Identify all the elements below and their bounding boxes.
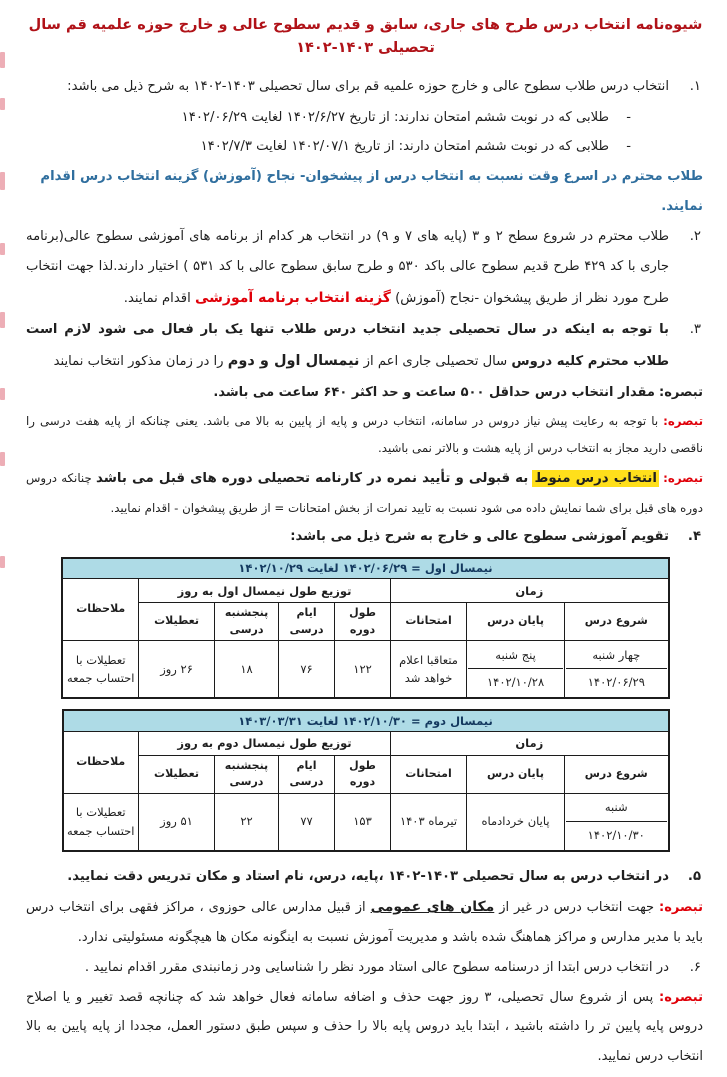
semester-emphasis: نیمسال اول و دوم: [227, 352, 360, 369]
note-text: با توجه به رعایت پیش نیاز دروس در سامانه، انتخاب درس و پایه از پایین به بالا می باشد. یعنی چنانکه از پایه هفت درسی را ناقصی دارید مجاز به انتخاب درس از پایه هشت و بالاتر نمی باشید.: [26, 413, 703, 456]
list-item-4: [26, 522, 705, 552]
group-header-time: زمان: [391, 731, 669, 755]
item-text: در انتخاب درس ابتدا از درسنامه سطوح عالی استاد مورد نظر را شناسایی ودر زمانبندی مقرر اقدام نمایید .: [84, 959, 669, 975]
scan-artifact: [0, 52, 5, 68]
column-header-notes: ملاحظات: [63, 731, 139, 793]
cell-exams: متعاقبا اعلام خواهد شد: [391, 641, 467, 699]
column-header-start: شروع درس: [565, 603, 669, 641]
column-header-length: طول دوره: [335, 603, 391, 641]
start-day: شنبه: [566, 795, 667, 822]
cell-end: پایان خردادماه: [467, 793, 565, 851]
column-header-length: طول دوره: [335, 755, 391, 793]
scan-artifact: [0, 98, 5, 110]
cell-length: ۱۲۲: [335, 641, 391, 699]
scan-artifact: [0, 243, 5, 255]
column-header-exams: امتحانات: [391, 603, 467, 641]
scan-artifact: [0, 388, 5, 400]
cell-exams: تیرماه ۱۴۰۳: [391, 793, 467, 851]
table-caption: نیمسال اول = ۱۴۰۲/۰۶/۲۹ لغایت ۱۴۰۲/۱۰/۲۹: [62, 558, 668, 579]
highlight-red-option: گزینه انتخاب برنامه آموزشی: [194, 290, 391, 307]
calendar-table-semester-2: [62, 709, 670, 852]
group-header-distribution: توزیع طول نیمسال اول به روز: [139, 579, 391, 603]
scan-artifact: [0, 452, 5, 466]
list-item-5: [26, 862, 705, 892]
underlined-public-places: مکان های عمومی: [370, 898, 495, 915]
note-label-red: تبصره:: [663, 413, 704, 428]
item-text: را در زمان مذکور انتخاب نمایند: [53, 353, 224, 369]
cell-holidays: ۲۶ روز: [139, 641, 215, 699]
note-text: جهت انتخاب درس در غیر از: [499, 899, 655, 915]
note-label: تبصره:: [659, 385, 703, 401]
column-header-exams: امتحانات: [391, 755, 467, 793]
cell-start: [565, 793, 669, 851]
start-date: ۱۴۰۲/۱۰/۳۰: [587, 827, 645, 842]
bullet-with-exam: [26, 132, 705, 162]
table-row: [63, 793, 669, 851]
document-title: شیوه‌نامه انتخاب درس طرح های جاری، سابق و قدیم سطوح عالی و خارج حوزه علمیه قم سال تحصیلی ۱۴۰۳-۱۴۰۲: [28, 17, 703, 57]
note-add-drop: [26, 983, 705, 1071]
bullet-text: طلابی که در نوبت ششم امتحان ندارند: از تاریخ ۱۴۰۲/۶/۲۷ لغایت ۱۴۰۲/۰۶/۲۹: [181, 109, 609, 125]
item-text: سال تحصیلی جاری اعم از: [363, 353, 508, 369]
group-header-time: زمان: [391, 579, 669, 603]
end-date: ۱۴۰۲/۱۰/۲۸: [486, 675, 545, 690]
note-label-red: تبصره:: [663, 471, 704, 486]
list-item-6: [26, 953, 705, 983]
note-text-bold: به قبولی و تأیید نمره در کارنامه تحصیلی دوره های قبل می باشد: [95, 471, 529, 487]
column-header-start: شروع درس: [565, 755, 669, 793]
list-item-2: [26, 222, 705, 315]
cell-end: [467, 641, 565, 699]
item-text: اقدام نمایند.: [123, 291, 191, 307]
calendar-table-semester-1: [61, 557, 669, 700]
column-header-class-days: ایام درسی: [279, 755, 335, 793]
cell-notes: تعطیلات با احتساب جمعه: [63, 793, 139, 851]
cell-thursdays: ۲۲: [215, 793, 279, 851]
note-locations: [26, 892, 705, 953]
scan-artifact: [0, 556, 5, 568]
column-header-thursdays: پنجشنبه درسی: [215, 603, 279, 641]
cell-thursdays: ۱۸: [215, 641, 279, 699]
end-day: پنج شنبه: [468, 642, 563, 669]
cell-class-days: ۷۷: [279, 793, 335, 851]
bullet-no-exam: [26, 103, 705, 133]
cell-holidays: ۵۱ روز: [139, 793, 215, 851]
item-text: در انتخاب درس به سال تحصیلی ۱۴۰۳-۱۴۰۲ ،پایه، درس، نام استاد و مکان تدریس دقت نمایید.: [67, 868, 669, 884]
note-text: مقدار انتخاب درس حداقل ۵۰۰ ساعت و حد اکثر ۶۴۰ ساعت می باشد.: [213, 385, 655, 401]
scan-artifact: [0, 172, 5, 190]
note-text: چنانکه دروس دوره های قبل برای شما نمایش داده می شود نسبت به تایید نمرات از بخش امتحانات = از طریق پیشخوان - اقدام نمایید.: [26, 471, 703, 515]
column-header-holidays: تعطیلات: [139, 755, 215, 793]
item-number: ۴.: [687, 529, 701, 545]
cell-length: ۱۵۳: [335, 793, 391, 851]
item-text: انتخاب درس طلاب سطوح عالی و خارج حوزه علمیه قم برای سال تحصیلی ۱۴۰۳-۱۴۰۲ به شرح ذیل می باشد:: [67, 79, 669, 95]
item-number: ۲.: [689, 228, 701, 244]
start-date: ۱۴۰۲/۰۶/۲۹: [587, 675, 645, 690]
yellow-highlight-text: انتخاب درس منوط: [534, 471, 657, 487]
table-row: [62, 641, 668, 699]
column-header-class-days: ایام درسی: [279, 603, 335, 641]
item-number: ۳.: [689, 321, 701, 337]
note-grade-approval: [26, 463, 705, 522]
dash-marker: -: [626, 109, 631, 125]
column-header-end: پایان درس: [467, 603, 565, 641]
item-text: طلاب محترم در شروع سطح ۲ و ۳ (پایه های ۷ و ۹) در انتخاب هر کدام از برنامه های آموزشی سطوح عالی(برنامه جاری با کد ۴۲۹ طرح قدیم سطوح عالی باکد ۵۳۰ و طرح سابق سطوح عالی با کد ۵۳۱ ) اختیار دارند.لذا جهت انتخاب طرح مورد نظر از طریق پیشخوان -نجاح (آموزش): [26, 228, 670, 307]
note-hours: [26, 378, 705, 407]
item-number: ۱.: [689, 79, 701, 95]
item-number: ۵.: [687, 868, 701, 884]
cell-class-days: ۷۶: [279, 641, 335, 699]
cell-notes: تعطیلات با احتساب جمعه: [62, 641, 138, 699]
group-header-distribution: توزیع طول نیمسال دوم به روز: [139, 731, 391, 755]
item-text: تقویم آموزشی سطوح عالی و خارج به شرح ذیل می باشد:: [290, 529, 669, 545]
note-label-red: تبصره:: [659, 990, 703, 1006]
table-caption: نیمسال دوم = ۱۴۰۲/۱۰/۳۰ لغایت ۱۴۰۳/۰۳/۳۱: [63, 710, 669, 731]
item-text-bold: با توجه به اینکه در سال تحصیلی جدید انتخاب درس طلاب تنها یک بار فعال می شود لازم است طلاب محترم کلیه دروس: [26, 321, 669, 369]
start-day: چهار شنبه: [566, 642, 667, 669]
list-item-1: [26, 72, 705, 102]
note-text: از قبیل مدارس عالی حوزوی ، مراکز فقهی برای انتخاب درس باید با مدیر مدارس و مراکز هماهنگ شده باشد و مدیریت آموزش نسبت به اینگونه مکان ها هیچگونه مسئولیتی ندارد.: [26, 899, 703, 946]
note-prerequisite: [26, 408, 705, 463]
bullet-text: طلابی که در نوبت ششم امتحان دارند: از تاریخ ۱۴۰۲/۰۷/۱ لغایت ۱۴۰۲/۷/۳: [200, 139, 609, 155]
cell-start: [565, 641, 669, 699]
column-header-notes: ملاحظات: [62, 579, 138, 641]
column-header-holidays: تعطیلات: [139, 603, 215, 641]
urgent-notice: طلاب محترم در اسرع وقت نسبت به انتخاب درس از پیشخوان- نجاح (آموزش) گزینه انتخاب درس اقدام نمایند.: [40, 169, 703, 214]
note-label-red: تبصره:: [659, 899, 703, 915]
column-header-end: پایان درس: [467, 755, 565, 793]
item-number: ۶.: [689, 959, 701, 975]
column-header-thursdays: پنجشنبه درسی: [215, 755, 279, 793]
list-item-3: [26, 315, 705, 379]
dash-marker: -: [626, 139, 631, 155]
scan-artifact: [0, 312, 5, 328]
note-text: پس از شروع سال تحصیلی، ۳ روز جهت حذف و اضافه سامانه فعال خواهد شد که چنانچه قصد تغییر و یا اصلاح دروس پایه پایین تر را داشته باشید ، ابتدا باید دروس پایه بالا را حذف و سپس طبق دستور العمل، مجددا از پایه پایین به بالا انتخاب درس نمایید.: [26, 990, 703, 1064]
